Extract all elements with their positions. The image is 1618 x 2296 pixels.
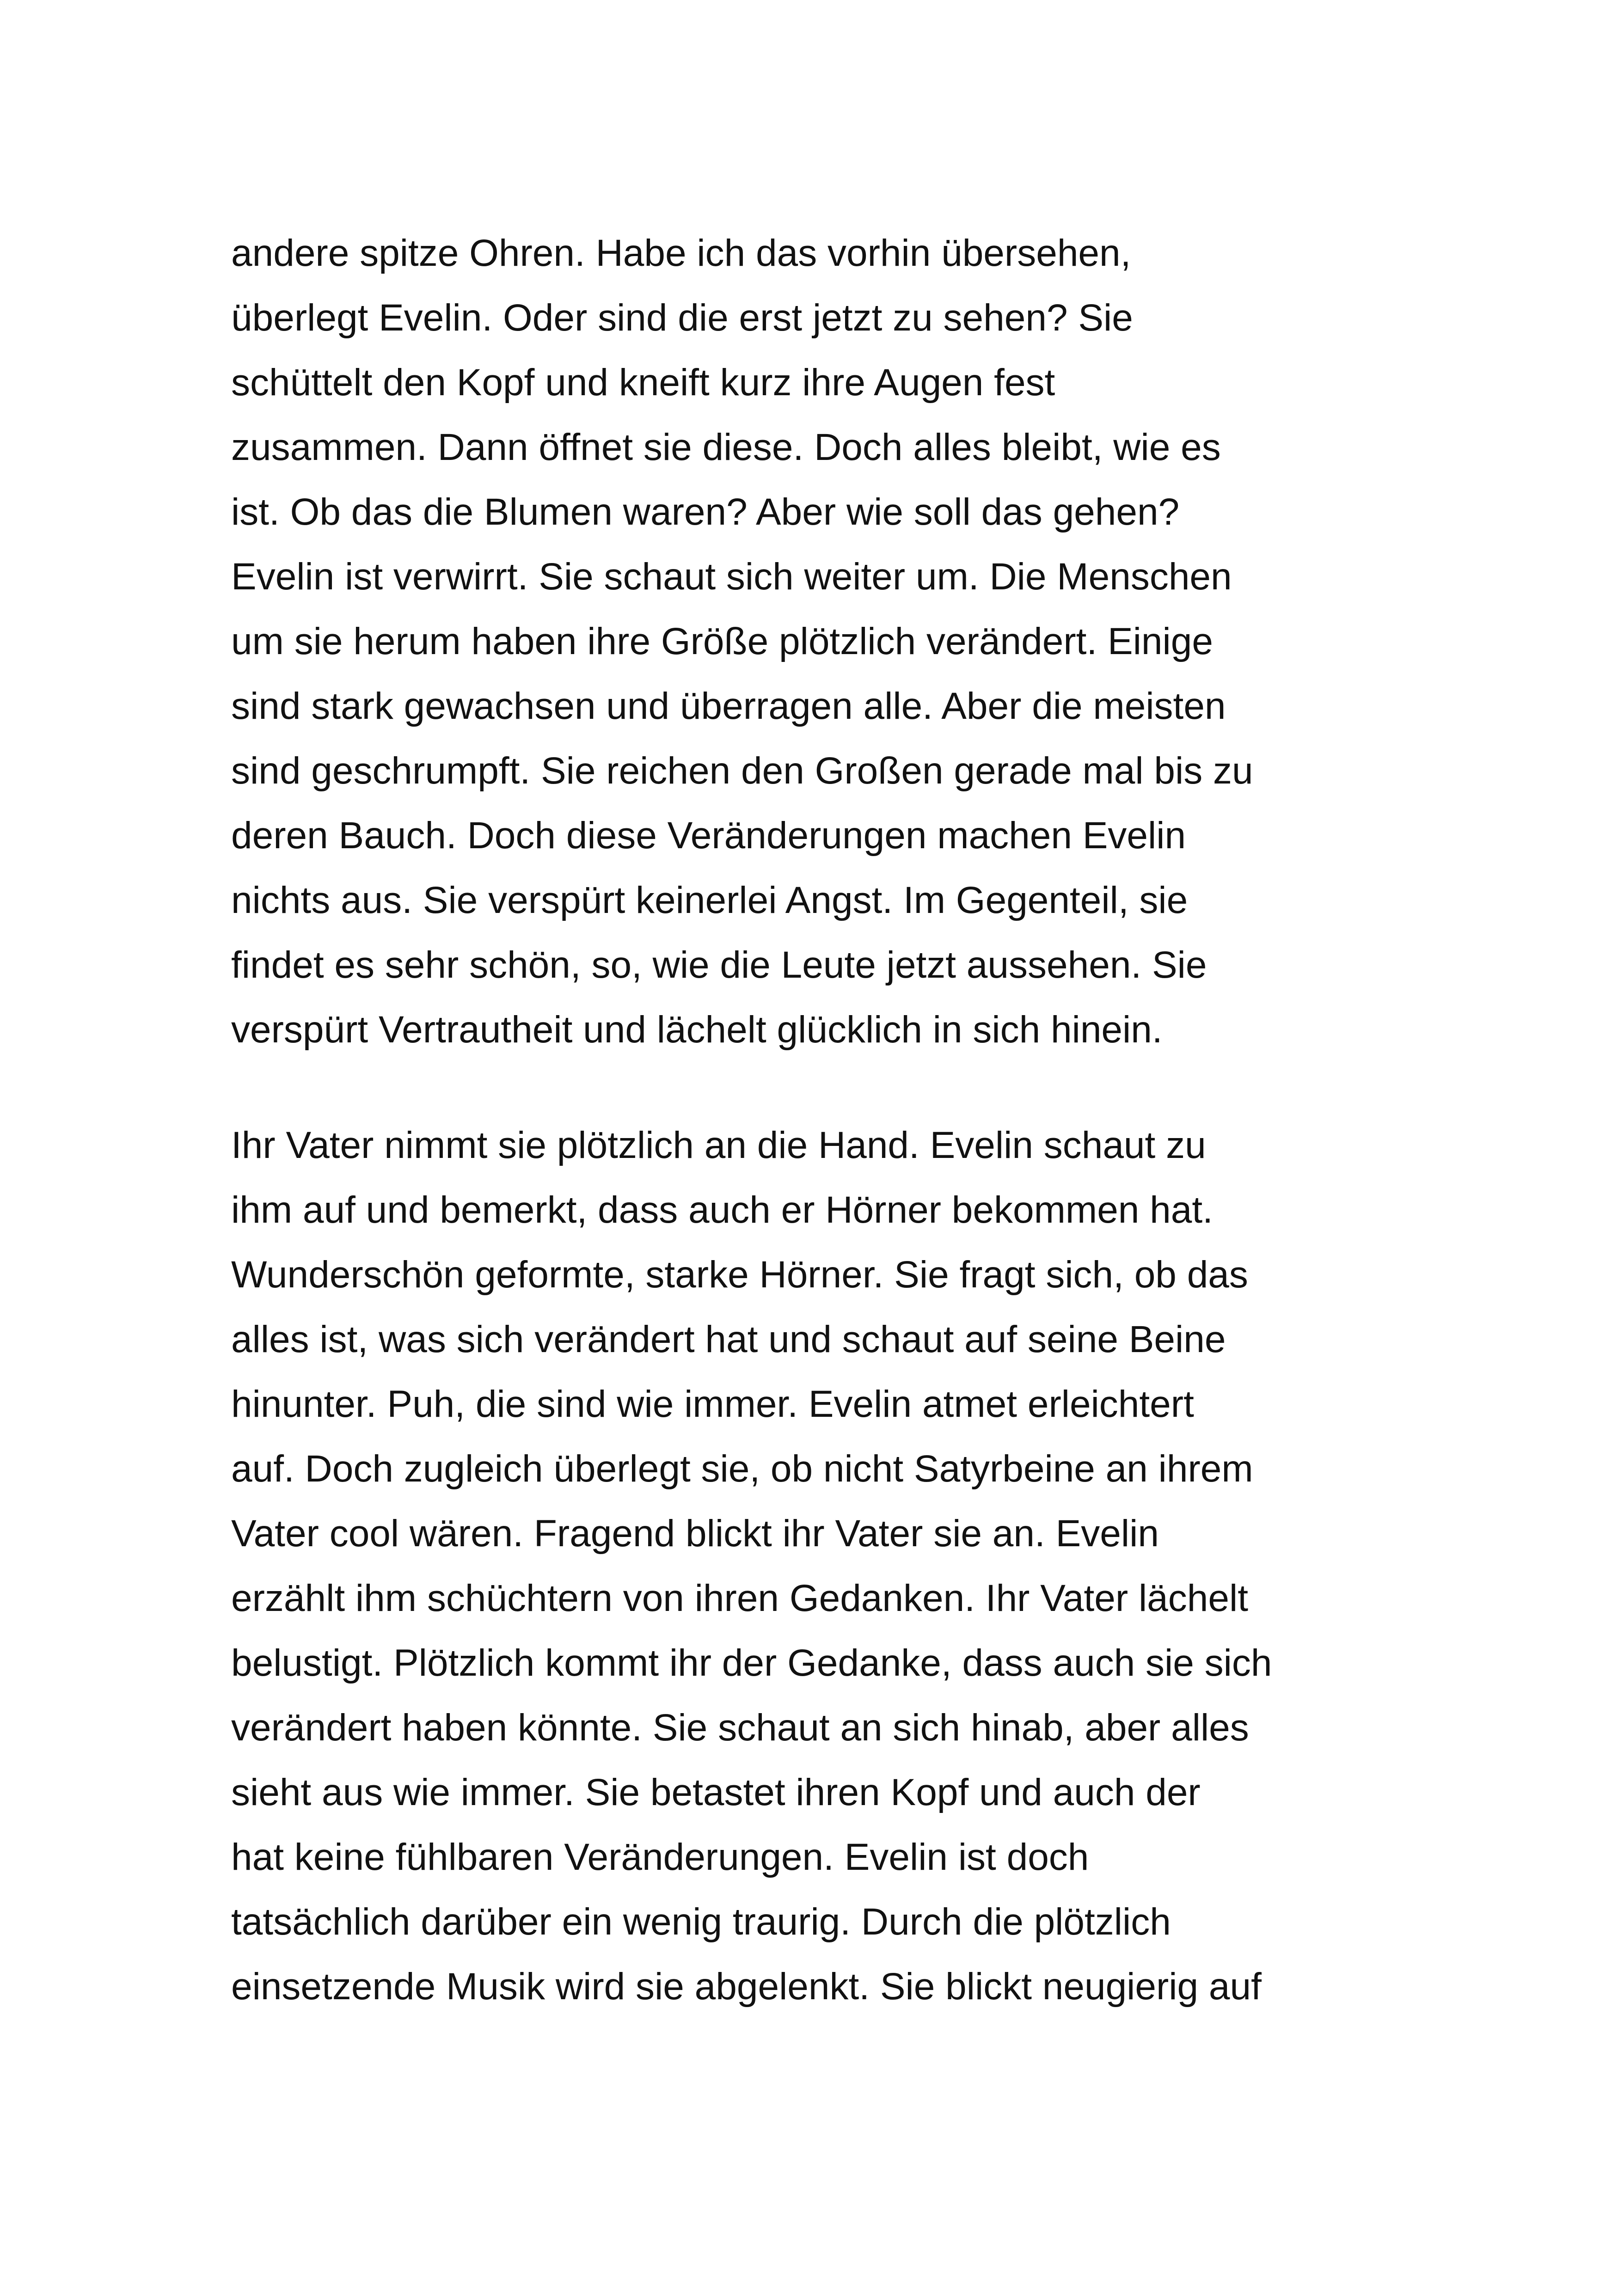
text-line: deren Bauch. Doch diese Veränderungen machen Evelin <box>231 814 1186 857</box>
text-line: Evelin ist verwirrt. Sie schaut sich weiter um. Die Menschen <box>231 556 1232 598</box>
text-line: belustigt. Plötzlich kommt ihr der Gedanke, dass auch sie sich <box>231 1642 1272 1684</box>
text-line: schüttelt den Kopf und kneift kurz ihre Augen fest <box>231 361 1055 404</box>
text-line: nichts aus. Sie verspürt keinerlei Angst. Im Gegenteil, sie <box>231 879 1188 921</box>
text-line: alles ist, was sich verändert hat und schaut auf seine Beine <box>231 1318 1226 1360</box>
paragraph-1 <box>231 221 1433 1062</box>
text-line: hinunter. Puh, die sind wie immer. Evelin atmet erleichtert <box>231 1383 1194 1425</box>
text-line: zusammen. Dann öffnet sie diese. Doch alles bleibt, wie es <box>231 426 1221 468</box>
text-line: verändert haben könnte. Sie schaut an sich hinab, aber alles <box>231 1707 1249 1749</box>
text-line: einsetzende Musik wird sie abgelenkt. Sie blickt neugierig auf <box>231 1965 1262 2008</box>
text-line: sind geschrumpft. Sie reichen den Großen gerade mal bis zu <box>231 750 1253 792</box>
text-line: sind stark gewachsen und überragen alle. Aber die meisten <box>231 685 1226 727</box>
text-line: Ihr Vater nimmt sie plötzlich an die Hand. Evelin schaut zu <box>231 1124 1206 1166</box>
text-line: ist. Ob das die Blumen waren? Aber wie soll das gehen? <box>231 491 1180 533</box>
paragraph-2 <box>231 1113 1433 2019</box>
text-line: hat keine fühlbaren Veränderungen. Evelin ist doch <box>231 1836 1089 1878</box>
text-line: andere spitze Ohren. Habe ich das vorhin übersehen, <box>231 232 1131 274</box>
text-line: auf. Doch zugleich überlegt sie, ob nicht Satyrbeine an ihrem <box>231 1448 1253 1490</box>
text-line: findet es sehr schön, so, wie die Leute jetzt aussehen. Sie <box>231 944 1207 986</box>
text-line: sieht aus wie immer. Sie betastet ihren Kopf und auch der <box>231 1771 1201 1813</box>
text-line: tatsächlich darüber ein wenig traurig. Durch die plötzlich <box>231 1901 1171 1943</box>
text-line: überlegt Evelin. Oder sind die erst jetzt zu sehen? Sie <box>231 297 1133 339</box>
text-line: um sie herum haben ihre Größe plötzlich verändert. Einige <box>231 620 1213 662</box>
text-line: erzählt ihm schüchtern von ihren Gedanken. Ihr Vater lächelt <box>231 1577 1248 1619</box>
text-line: Vater cool wären. Fragend blickt ihr Vater sie an. Evelin <box>231 1512 1159 1555</box>
text-line: ihm auf und bemerkt, dass auch er Hörner bekommen hat. <box>231 1189 1213 1231</box>
text-line: Wunderschön geformte, starke Hörner. Sie fragt sich, ob das <box>231 1254 1248 1296</box>
text-line: verspürt Vertrautheit und lächelt glücklich in sich hinein. <box>231 1009 1163 1051</box>
